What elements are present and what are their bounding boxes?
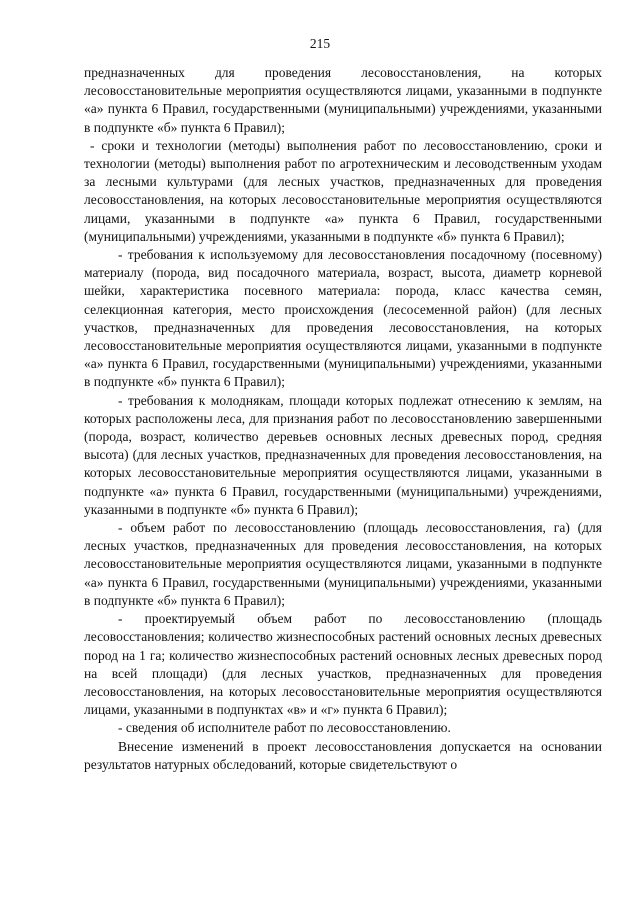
- paragraph-planting-material-requirements: - требования к используемому для лесовосстановления посадочному (посевному) материалу (порода, вид посадочного материала, возраст, высота, диаметр корневой шейки, характеристика посевного материала: порода, класс качества семян, селекционная категория, место происхождения (лесосеменной район) (для лесных участков, предназначенных для проведения лесовосстановления, на которых лесовосстановительные мероприятия осуществляются лицами, указанными в подпункте «а» пункта 6 Правил, государственными (муниципальными) учреждениями, указанными в подпункте «б» пункта 6 Правил);: [84, 247, 602, 390]
- paragraph-young-stand-requirements: - требования к молоднякам, площади которых подлежат отнесению к землям, на которых расположены леса, для признания работ по лесовосстановлению завершенными (порода, возраст, количество деревьев основных лесных древесных пород, средняя высота) (для лесных участков, предназначенных для проведения лесовосстановления, на которых лесовосстановительные мероприятия осуществляются лицами, указанными в подпункте «а» пункта 6 Правил, государственными (муниципальными) учреждениями, указанными в подпункте «б» пункта 6 Правил);: [84, 392, 602, 517]
- paragraph-work-volume: - объем работ по лесовосстановлению (площадь лесовосстановления, га) (для лесных участков, предназначенных для проведения лесовосстановления, на которых лесовосстановительные мероприятия осуществляются лицами, указанными в подпункте «а» пункта 6 Правил, государственными (муниципальными) учреждениями, указанными в подпункте «б» пункта 6 Правил);: [84, 520, 602, 608]
- paragraph-deadlines-technologies: - сроки и технологии (методы) выполнения работ по лесовосстановлению, сроки и технологии (методы) выполнения работ по агротехническим и лесоводственным уходам за лесными культурами (для лесных участков, предназначенных для проведения лесовосстановления, на которых лесовосстановительные мероприятия осуществляются лицами, указанными в подпункте «а» пункта 6 Правил, государственными (муниципальными) учреждениями, указанными в подпункте «б» пункта 6 Правил);: [84, 137, 602, 244]
- paragraph-projected-volume: - проектируемый объем работ по лесовосстановлению (площадь лесовосстановления; количество жизнеспособных растений основных лесных древесных пород на 1 га; количество жизнеспособных растений основных лесных древесных пород на всей площади) (для лесных участков, предназначенных для проведения лесовосстановления, на которых лесовосстановительные мероприятия осуществляются лицами, указанными в подпунктах «в» и «г» пункта 6 Правил);: [84, 611, 602, 718]
- paragraph-continuation: предназначенных для проведения лесовосстановления, на которых лесовосстановительные мероприятия осуществляются лицами, указанными в подпункте «а» пункта 6 Правил, государственными (муниципальными) учреждениями, указанными в подпункте «б» пункта 6 Правил);: [84, 65, 602, 135]
- paragraph-amendments: Внесение изменений в проект лесовосстановления допускается на основании результатов натурных обследований, которые свидетельствуют о: [84, 738, 602, 772]
- page-number: 215: [309, 36, 331, 51]
- paragraph-contractor-info: - сведения об исполнителе работ по лесовосстановлению.: [118, 720, 451, 736]
- document-body: [84, 64, 602, 774]
